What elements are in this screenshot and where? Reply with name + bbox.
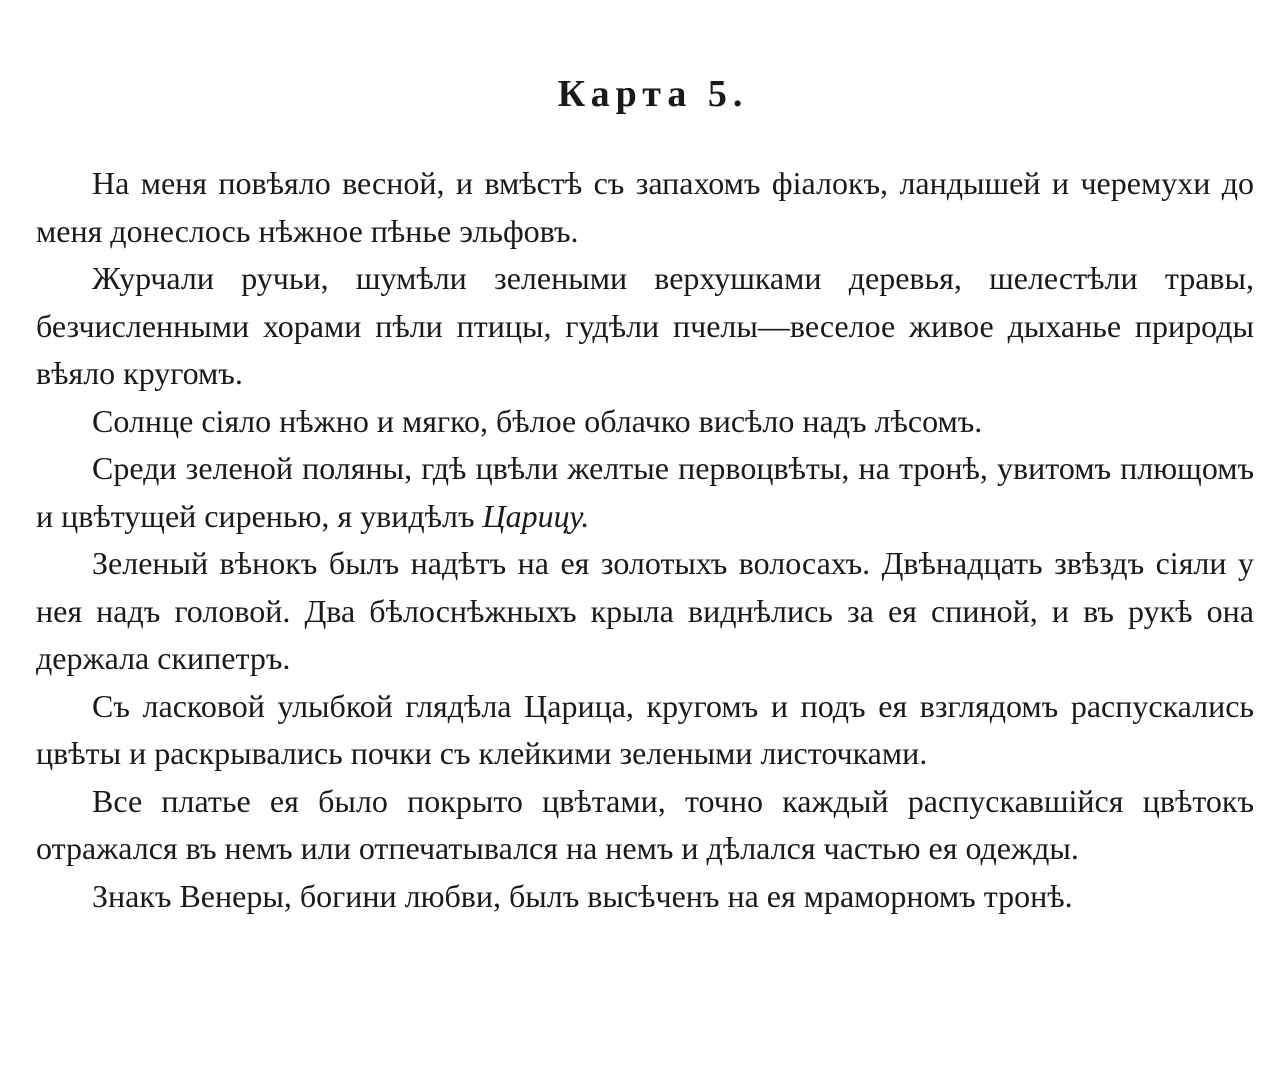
document-page: [36, 64, 1254, 920]
page-title: Карта 5.: [557, 73, 749, 115]
paragraph: Все платье ея было покрыто цвѣтами, точно каждый распускавшійся цвѣтокъ отражался въ немъ или отпечатывался на немъ и дѣлался частью ея одежды.: [36, 782, 1254, 866]
paragraph: Журчали ручьи, шумѣли зелеными верхушками деревья, шелестѣли травы, безчисленными хорами пѣли птицы, гудѣли пчелы—веселое живое дыханье природы вѣяло кругомъ.: [36, 260, 1254, 391]
emphasis-text: Царицу.: [482, 497, 590, 534]
paragraph: Знакъ Венеры, богини любви, былъ высѣченъ на ея мраморномъ тронѣ.: [92, 877, 1073, 914]
paragraph: Солнце сіяло нѣжно и мягко, бѣлое облачко висѣло надъ лѣсомъ.: [92, 402, 983, 439]
paragraph: Съ ласковой улыбкой глядѣла Царица, кругомъ и подъ ея взглядомъ распускались цвѣты и раскрывались почки съ клейкими зелеными листочками.: [36, 687, 1254, 771]
paragraph: Зеленый вѣнокъ былъ надѣтъ на ея золотыхъ волосахъ. Двѣнадцать звѣздъ сіяли у нея надъ головой. Два бѣлоснѣжныхъ крыла виднѣлись за ея спиной, и въ рукѣ она держала скипетръ.: [36, 545, 1254, 676]
paragraph: [36, 445, 1254, 540]
paragraph: На меня повѣяло весной, и вмѣстѣ съ запахомъ фіалокъ, ландышей и черемухи до меня донеслось нѣжное пѣнье эльфовъ.: [36, 165, 1254, 249]
paragraph-text: Среди зеленой поляны, гдѣ цвѣли желтые первоцвѣты, на тронѣ, увитомъ плющомъ и цвѣтущей сиренью, я увидѣлъ: [36, 450, 1254, 534]
